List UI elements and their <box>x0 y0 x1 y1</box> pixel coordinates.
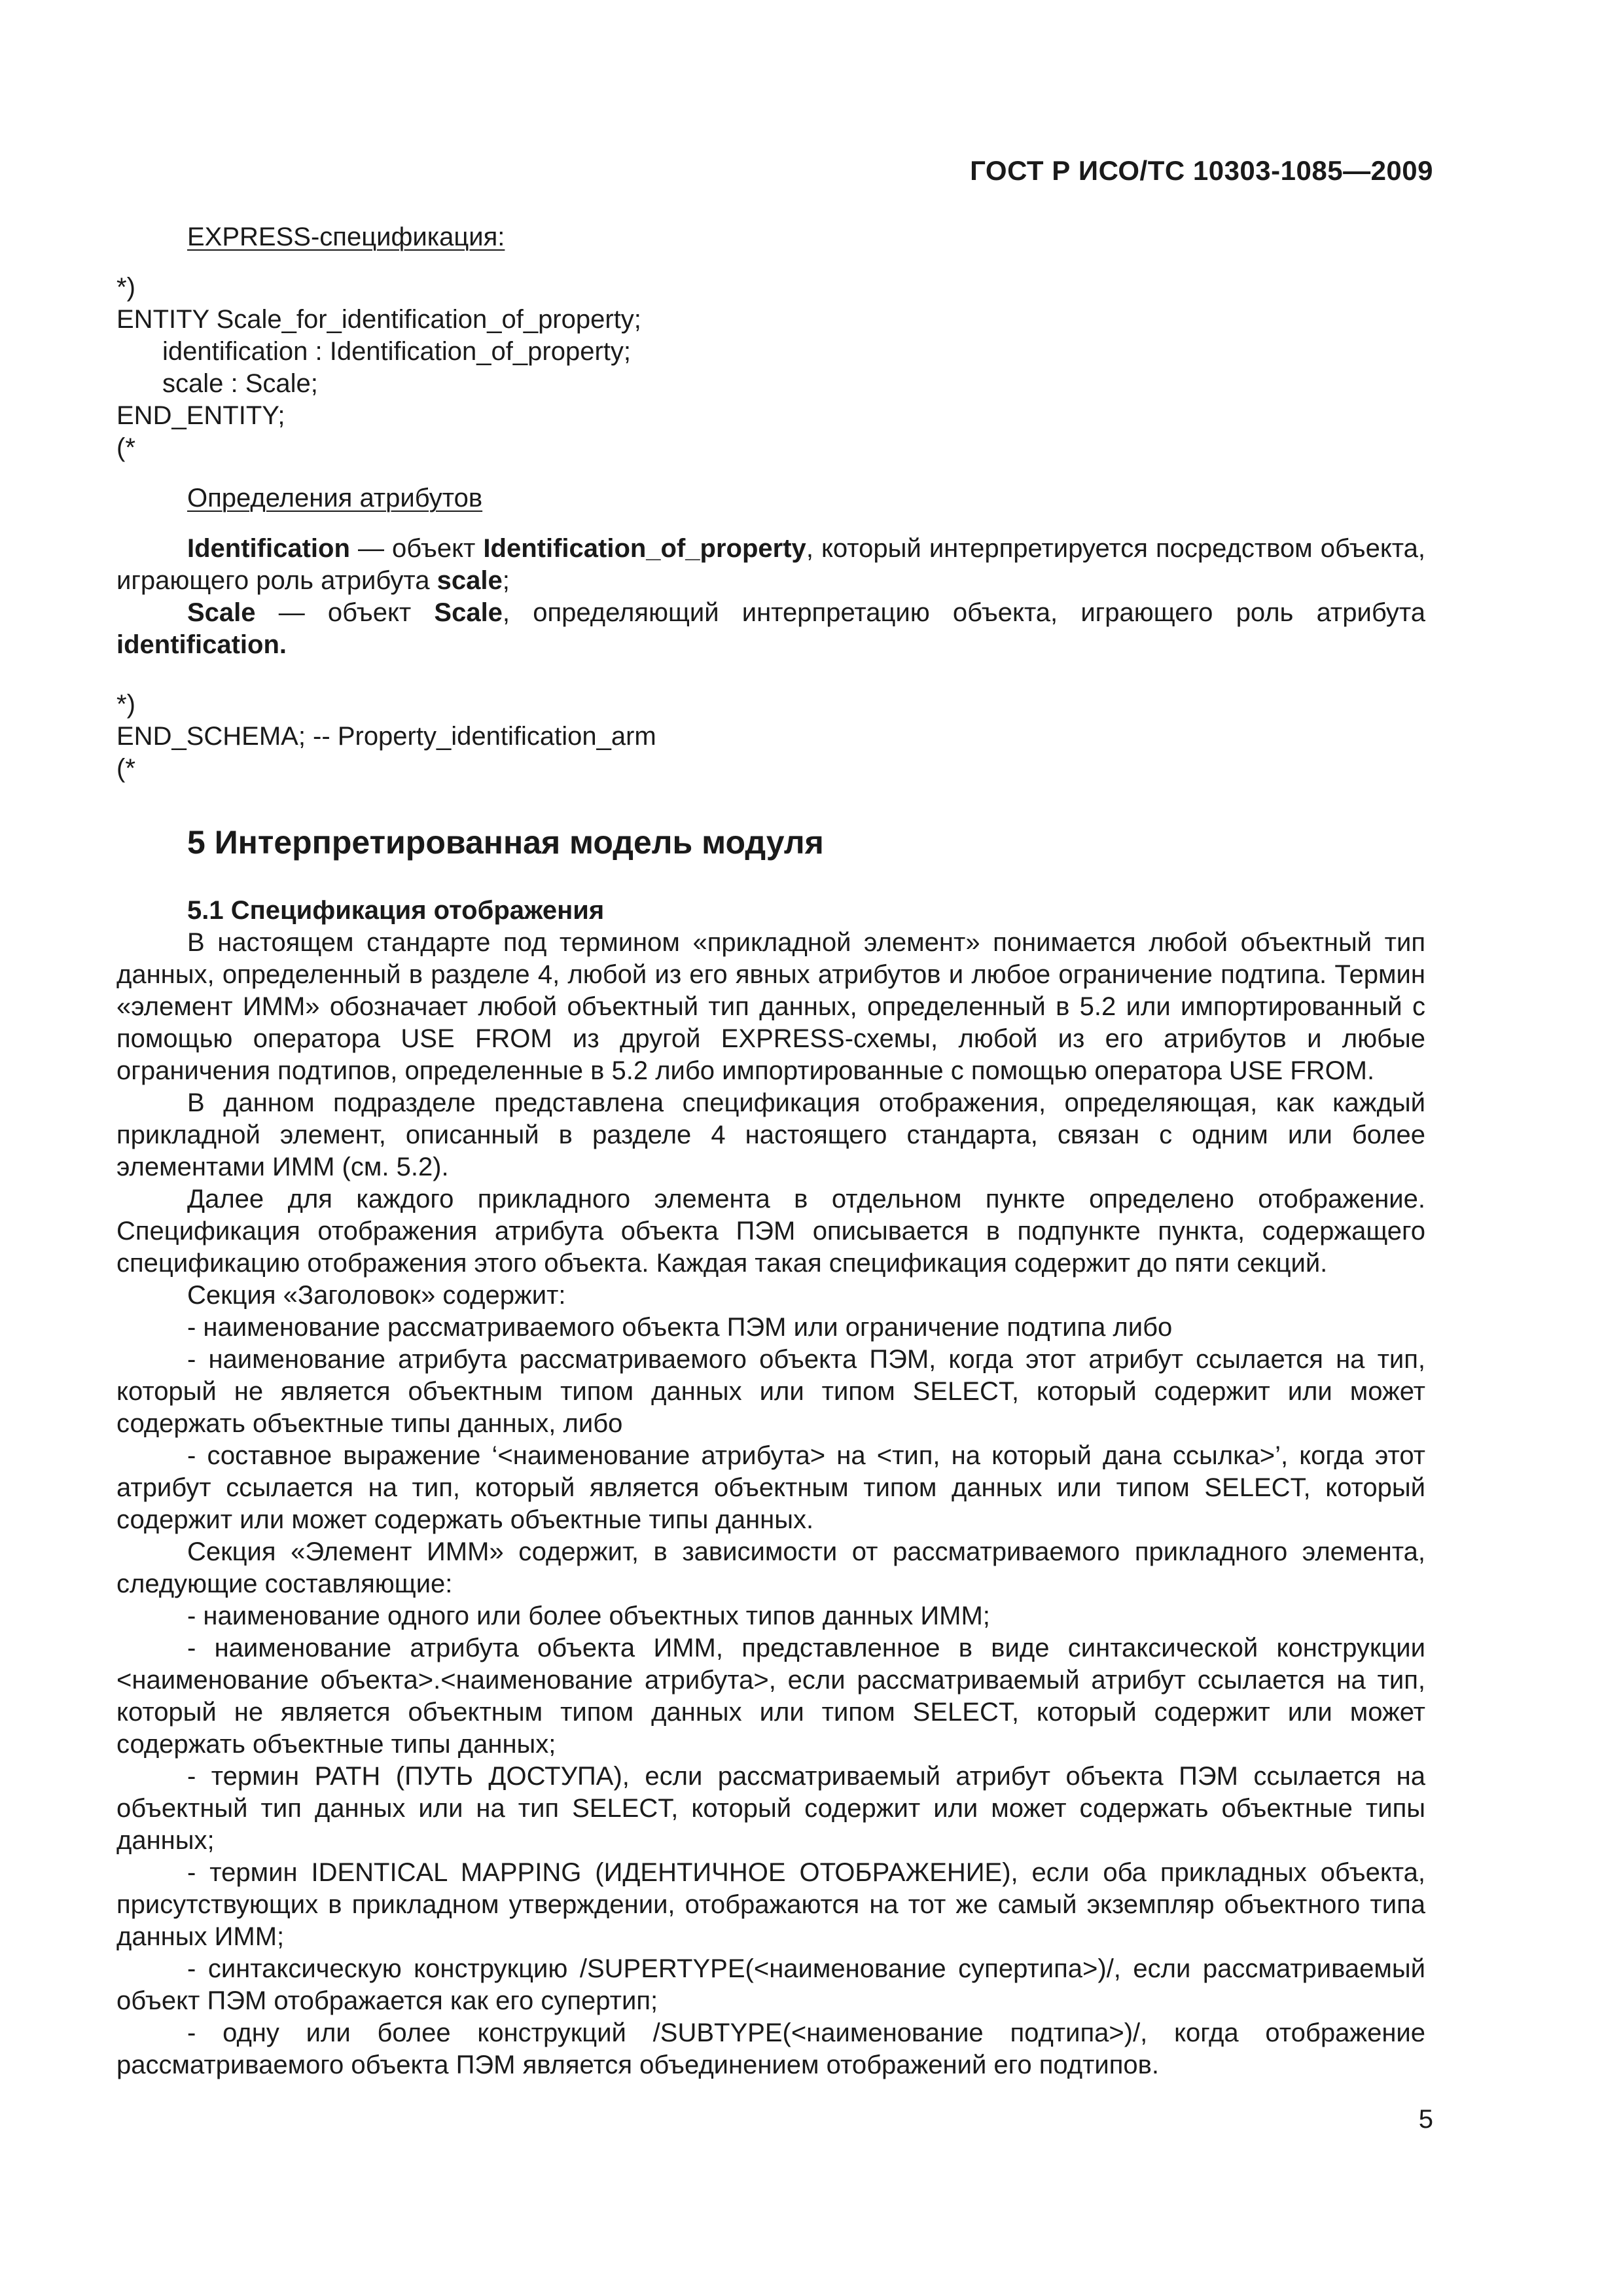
body-paragraph: Секция «Элемент ИММ» содержит, в зависимости от рассматриваемого прикладного элемента, следующие составляющие: <box>116 1537 1425 1598</box>
schema-end-line: END_SCHEMA; -- Property_identification_arm <box>116 722 656 751</box>
attribute-term: Scale <box>187 598 256 627</box>
attribute-definition-identification: Identification — объект Identification_of_property, который интерпретируется посредством объекта, играющего роль атрибута scale; <box>116 534 1426 595</box>
express-line: *) <box>116 273 135 302</box>
body-paragraph: В данном подразделе представлена спецификация отображения, определяющая, как каждый прикладной элемент, описанный в разделе 4 настоящего стандарта, связан с одним или более элементами ИММ (см. 5.2). <box>116 1088 1425 1181</box>
express-line: identification : Identification_of_property; <box>162 337 631 366</box>
express-line: END_ENTITY; <box>116 401 285 430</box>
express-line: ENTITY Scale_for_identification_of_property; <box>116 305 641 334</box>
schema-end-line: (* <box>116 754 135 783</box>
attribute-definition-scale: Scale — объект Scale, определяющий интерпретацию объекта, играющего роль атрибута identification. <box>116 598 1425 659</box>
list-item: - наименование атрибута объекта ИММ, представленное в виде синтаксической конструкции <наименование объекта>.<наименование атрибута>, если рассматриваемый атрибут ссылается на тип, который не является объектным типом данных или типом SELECT, который содержит или может содержать объектные типы данных; <box>116 1634 1425 1759</box>
page-content <box>116 221 1425 2081</box>
express-line: (* <box>116 433 135 462</box>
list-item: - наименование одного или более объектных типов данных ИММ; <box>187 1602 990 1630</box>
body-paragraph: Далее для каждого прикладного элемента в отдельном пункте определено отображение. Спецификация отображения атрибута объекта ПЭМ описывается в подпункте пункта, содержащего спецификацию отображения этого объекта. Каждая такая спецификация содержит до пяти секций. <box>116 1185 1425 1278</box>
attribute-reference: identification. <box>116 630 287 659</box>
list-item: - одну или более конструкций /SUBTYPE(<наименование подтипа>)/, когда отображение рассматриваемого объекта ПЭМ является объединением отображений его подтипов. <box>116 2018 1425 2079</box>
entity-reference: Scale <box>434 598 503 627</box>
list-item: - синтаксическую конструкцию /SUPERTYPE(<наименование супертипа>)/, если рассматриваемый объект ПЭМ отображается как его супертип; <box>116 1954 1425 2015</box>
page-number: 5 <box>1418 2105 1433 2134</box>
list-item: - наименование рассматриваемого объекта ПЭМ или ограничение подтипа либо <box>187 1313 1173 1342</box>
list-item: - термин IDENTICAL MAPPING (ИДЕНТИЧНОЕ ОТОБРАЖЕНИЕ), если оба прикладных объекта, присутствующих в прикладном утверждении, отображаются на тот же самый экземпляр объектного типа данных ИММ; <box>116 1858 1425 1951</box>
list-item: - составное выражение ‘<наименование атрибута> на <тип, на который дана ссылка>’, когда этот атрибут ссылается на тип, который является объектным типом данных или типом SELECT, который содержит или может содержать объектные типы данных. <box>116 1441 1425 1534</box>
express-line: scale : Scale; <box>162 369 318 398</box>
body-paragraph: Секция «Заголовок» содержит: <box>187 1281 566 1310</box>
list-item: - термин PATH (ПУТЬ ДОСТУПА), если рассматриваемый атрибут объекта ПЭМ ссылается на объектный тип данных или на тип SELECT, который содержит или может содержать объектные типы данных; <box>116 1762 1425 1855</box>
section-heading: 5 Интерпретированная модель модуля <box>187 824 824 861</box>
express-spec-title: EXPRESS-спецификация: <box>187 223 505 251</box>
subsection-heading: 5.1 Спецификация отображения <box>187 896 605 925</box>
attributes-title: Определения атрибутов <box>187 484 483 512</box>
list-item: - наименование атрибута рассматриваемого объекта ПЭМ, когда этот атрибут ссылается на тип, который не является объектным типом данных или типом SELECT, который содержит или может содержать объектные типы данных, либо <box>116 1345 1425 1438</box>
attribute-reference: scale <box>437 566 503 595</box>
document-code-header: ГОСТ Р ИСО/ТС 10303-1085—2009 <box>970 155 1433 186</box>
entity-reference: Identification_of_property <box>483 534 806 563</box>
attribute-term: Identification <box>187 534 350 563</box>
schema-end-line: *) <box>116 690 135 719</box>
body-paragraph: В настоящем стандарте под термином «прикладной элемент» понимается любой объектный тип данных, определенный в разделе 4, любой из его явных атрибутов и любое ограничение подтипа. Термин «элемент ИММ» обозначает любой объектный тип данных, определенный в 5.2 или импортированный с помощью оператора USE FROM из другой EXPRESS-схемы, любой из его атрибутов и любые ограничения подтипов, определенные в 5.2 либо импортированные с помощью оператора USE FROM. <box>116 928 1425 1085</box>
